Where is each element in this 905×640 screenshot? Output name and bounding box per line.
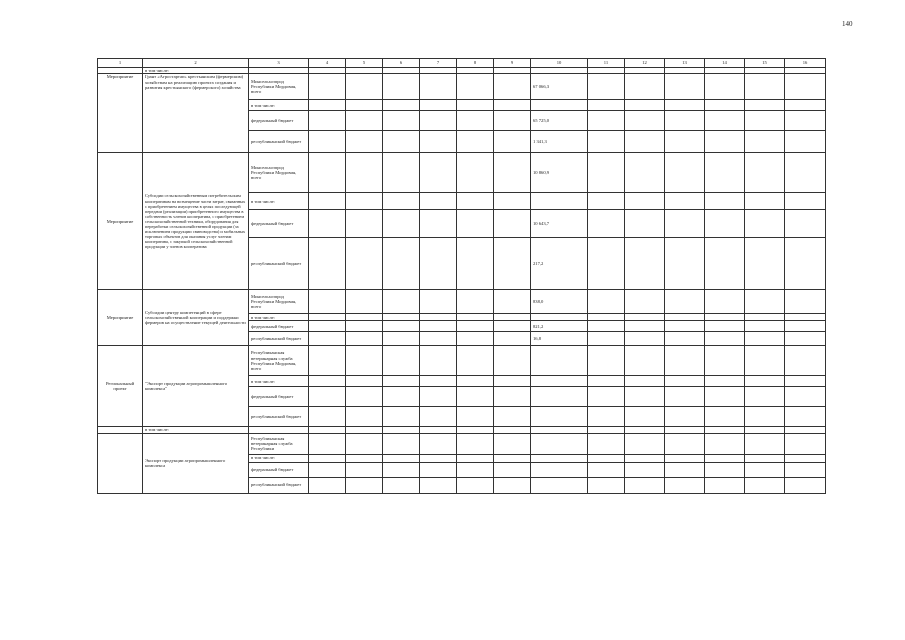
row-name: "Экспорт продукции агропромышленного комплекса" xyxy=(143,346,249,427)
header-cell: 14 xyxy=(705,59,745,68)
header-cell: 15 xyxy=(745,59,785,68)
table-row: в том числе: xyxy=(98,314,826,321)
header-cell: 6 xyxy=(383,59,420,68)
budget-table xyxy=(97,58,826,494)
header-cell: 10 xyxy=(531,59,588,68)
header-cell: 16 xyxy=(785,59,826,68)
header-cell: 2 xyxy=(143,59,249,68)
page-number: 140 xyxy=(842,20,853,28)
table-row: в том числе: xyxy=(98,454,826,462)
table-row: в том числе: xyxy=(98,376,826,387)
table-row: Мероприятие Субсидии сельскохозяйственным потребительским кооперативам на возмещение части затрат, связанных с приобретением имущества в целях последующей передачи (реализации) приобретенного имущества в собственность членов кооператива, с приобретением сельскохозяйственной техники, оборудования для переработки сельскохозяйственной продукции (за исключением продукции свиноводства) и мобильных торговых объектов для оказания услуг членам кооператива, с закупкой сельскохозяйственной продукции у членов кооператива Минсельхозпрод Республики Мордовия, всего 10 860,9 xyxy=(98,153,826,193)
table-row: в том числе: xyxy=(98,100,826,111)
table-row: Экспорт продукции агропромышленного комплекса Республиканская ветеринарная служба Республики xyxy=(98,433,826,454)
header-cell: 3 xyxy=(249,59,309,68)
table-row: в том числе: xyxy=(98,68,826,74)
table-row: Мероприятие Грант «Агростартап» крестьянским (фермерским) хозяйствам на реализацию проекта создания и развития крестьянского (фермерского) хозяйства Минсельхозпрод Республики Мордовия, всего 67 066,3 xyxy=(98,74,826,100)
row-name: Грант «Агростартап» крестьянским (фермерским) хозяйствам на реализацию проекта создания и развития крестьянского (фермерского) хозяйства xyxy=(143,74,249,153)
header-cell: 1 xyxy=(98,59,143,68)
row-type: Региональный проект xyxy=(98,346,143,427)
row-type: Мероприятие xyxy=(98,153,143,290)
table-row: федеральный бюджет 821,2 xyxy=(98,321,826,332)
table-row: Региональный проект "Экспорт продукции агропромышленного комплекса" Республиканская ветеринарная служба Республики Мордовия, всего xyxy=(98,346,826,376)
table-row: республиканский бюджет xyxy=(98,407,826,427)
row-type: Мероприятие xyxy=(98,290,143,346)
header-cell: 7 xyxy=(420,59,457,68)
header-cell: 13 xyxy=(665,59,705,68)
table-row: федеральный бюджет 65 725,0 xyxy=(98,111,826,131)
table-row: республиканский бюджет 217,2 xyxy=(98,238,826,290)
table-row: Мероприятие Субсидии центру компетенций в сфере сельскохозяйственной кооперации и поддержки фермеров на осуществление текущей деятельности Минсельхозпрод Республики Мордовия, всего 838,0 xyxy=(98,290,826,314)
row-name: Субсидии сельскохозяйственным потребительским кооперативам на возмещение части затрат, связанных с приобретением имущества в целях последующей передачи (реализации) приобретенного имущества в собственность членов кооператива, с приобретением сельскохозяйственной техники, оборудования для переработки сельскохозяйственной продукции (за исключением продукции свиноводства) и мобильных торговых объектов для оказания услуг членам кооператива, с закупкой сельскохозяйственной продукции у членов кооператива xyxy=(143,153,249,290)
header-cell: 8 xyxy=(457,59,494,68)
header-cell: 12 xyxy=(625,59,665,68)
header-cell: 5 xyxy=(346,59,383,68)
table-row: федеральный бюджет 10 643,7 xyxy=(98,210,826,238)
header-cell: 9 xyxy=(494,59,531,68)
table-row: республиканский бюджет xyxy=(98,477,826,493)
table-row: республиканский бюджет 1 341,3 xyxy=(98,131,826,153)
table-row: республиканский бюджет 16,8 xyxy=(98,332,826,346)
table-row: федеральный бюджет xyxy=(98,462,826,477)
header-cell: 11 xyxy=(588,59,625,68)
table-row: федеральный бюджет xyxy=(98,387,826,407)
table-header-row xyxy=(98,59,826,68)
header-cell: 4 xyxy=(309,59,346,68)
row-name: Экспорт продукции агропромышленного комплекса xyxy=(143,433,249,493)
table-row: в том числе: xyxy=(98,193,826,210)
row-type: Мероприятие xyxy=(98,74,143,153)
table-row: в том числе: xyxy=(98,427,826,433)
row-name: Субсидии центру компетенций в сфере сельскохозяйственной кооперации и поддержки фермеров на осуществление текущей деятельности xyxy=(143,290,249,346)
